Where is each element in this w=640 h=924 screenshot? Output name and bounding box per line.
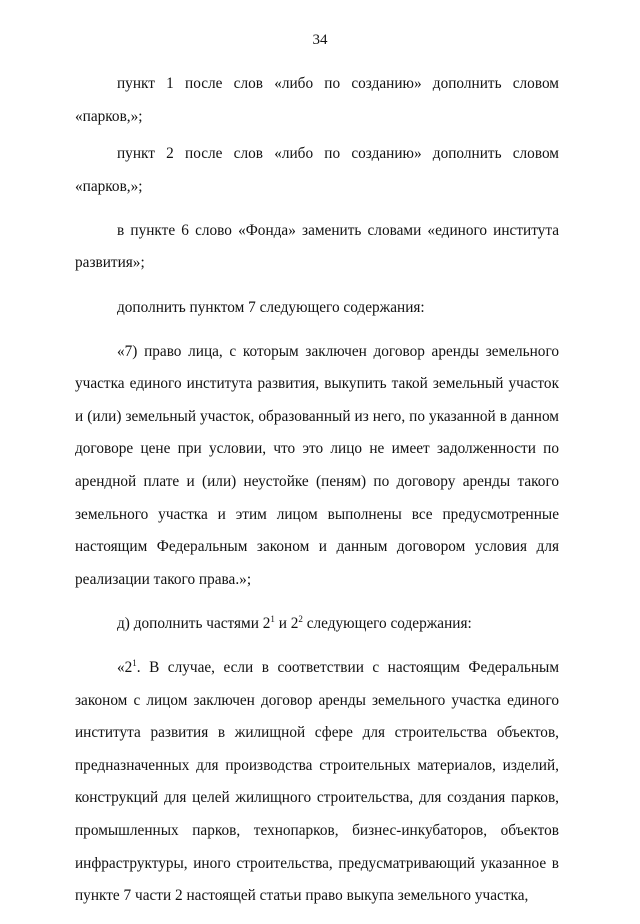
superscript: 1 [270,613,275,624]
paragraph-item-2: пункт 2 после слов «либо по созданию» дополнить словом «парков,»; [75,145,559,195]
paragraph-item-7-text: «7) право лица, с которым заключен договор аренды земельного участка единого института развития, выкупить такой земельный участок и (или) земельный участок, образованный из него, по указанной в данном договоре цене при условии, что это лицо не имеет задолженности по арендной плате и (или) неустойке (пеням) по договору аренды такого земельного участка и этим лицом выполнены все предусмотренные настоящим Федеральным законом и данным договором условия для реализации такого права.»; [75,342,559,588]
text-fragment: и 2 [274,614,299,632]
paragraph-item-6: в пункте 6 слово «Фонда» заменить словами «единого института развития»; [75,221,559,272]
text-fragment: д) дополнить частями 2 [117,614,271,632]
paragraph-part-2-1 [75,652,559,913]
document-body [75,68,559,924]
paragraph-add-item-7: дополнить пунктом 7 следующего содержания: [117,298,425,316]
text-fragment: «2 [117,659,133,676]
page-number: 34 [312,32,328,48]
superscript: 1 [132,658,137,668]
paragraph-item-1: пункт 1 после слов «либо по созданию» дополнить словом «парков,»; [75,75,559,125]
text-fragment: . В случае, если в соответствии с настоящим Федеральным законом с лицом заключен договор аренды земельного участка единого института развития в жилищной сфере для строительства объектов, предназначенных для производства строительных материалов, изделий, конструкций для целей жилищного строительства, для создания парков, промышленных парков, технопарков, бизнес-инкубаторов, объектов инфраструктуры, иного строительства, предусматривающий указанное в пункте 7 части 2 настоящей статьи право выкупа земельного участка, [75,659,559,905]
superscript: 2 [298,613,303,624]
paragraph-add-parts [75,608,559,641]
text-fragment: следующего содержания: [302,614,472,632]
